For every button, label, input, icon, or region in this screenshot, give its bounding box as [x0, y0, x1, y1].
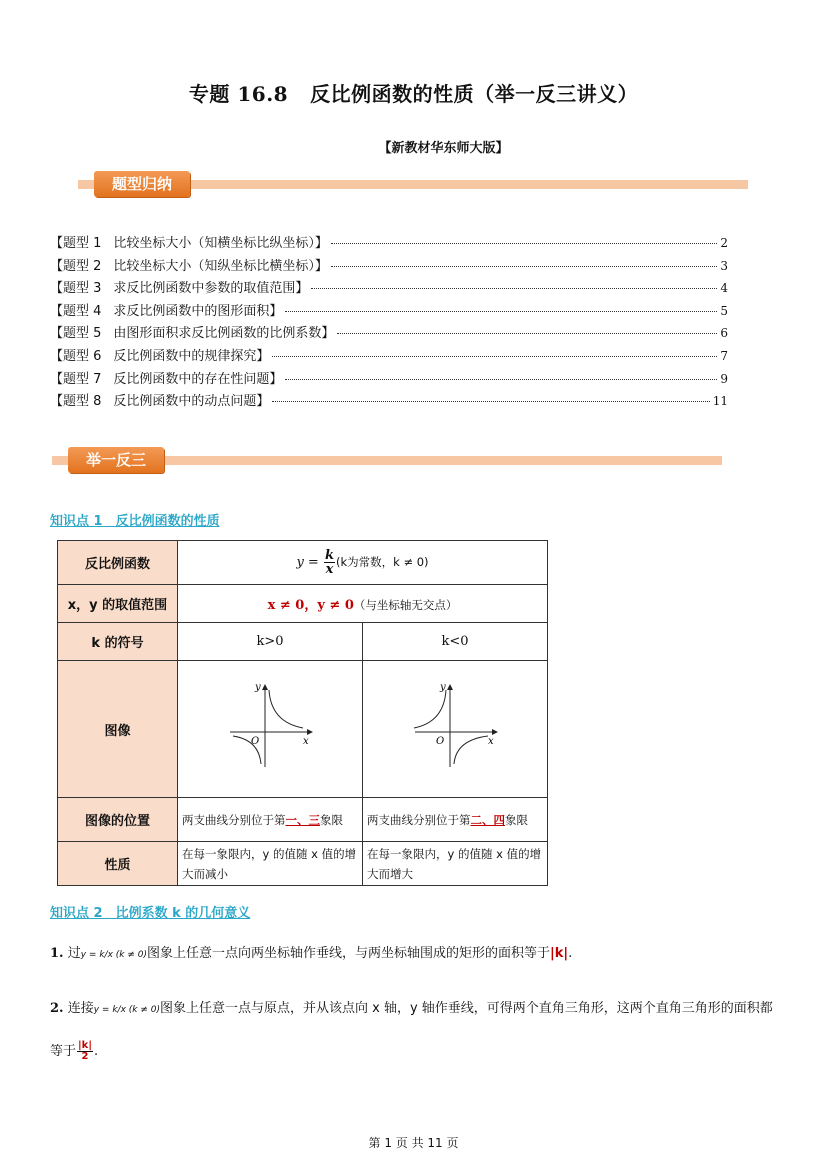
formula-x: x	[325, 562, 334, 577]
toc-leader-dots	[272, 356, 717, 357]
toc-page-number: 11	[712, 394, 728, 409]
p2-formula: y = k/x (k ≠ 0)	[93, 1005, 160, 1015]
toc-row[interactable]	[50, 255, 728, 278]
toc-title: 反比例函数中的存在性问题】	[113, 371, 283, 387]
p2-fraction	[77, 1041, 93, 1062]
property-negative: 在每一象限内，y 的值随 x 值的增大而增大	[363, 842, 548, 886]
sign-positive: k>0	[178, 623, 363, 661]
toc-page-number: 6	[720, 326, 728, 341]
toc-row[interactable]	[50, 368, 728, 391]
toc-number: 【题型 5	[50, 326, 102, 342]
section-tag-types: 题型归纳	[94, 171, 190, 197]
p2-number: 2.	[50, 1001, 64, 1016]
formula-note: (k为常数，k ≠ 0)	[335, 555, 429, 569]
row-sign	[58, 623, 548, 661]
toc-title: 反比例函数中的规律探究】	[113, 348, 270, 364]
axis-label-y: y	[440, 682, 446, 693]
toc-page-number: 7	[720, 348, 728, 363]
graph-negative-cell	[363, 661, 548, 798]
toc-page-number: 4	[720, 281, 728, 296]
toc-title: 求反比例函数中的图形面积】	[113, 303, 283, 319]
p2-value-den: 2	[81, 1051, 89, 1062]
p1-post: 图象上任意一点向两坐标轴作垂线，与两坐标轴围成的矩形的面积等于	[146, 946, 550, 961]
toc-number: 【题型 3	[50, 281, 102, 297]
row-property	[58, 842, 548, 886]
toc-page-number: 2	[720, 236, 728, 250]
toc-row[interactable]	[50, 277, 728, 300]
graph-negative-k	[410, 682, 500, 772]
toc-number: 【题型 7	[50, 371, 102, 387]
page-footer: 第 1 页 共 11 页	[368, 1136, 459, 1150]
toc-page-number: 5	[720, 303, 728, 318]
axis-label-x: x	[488, 736, 494, 747]
toc-page-number: 9	[720, 371, 728, 386]
toc-title: 反比例函数中的动点问题】	[113, 394, 270, 410]
sign-negative: k<0	[363, 623, 548, 661]
knowledge-point-2-title: 知识点 2 比例系数 k 的几何意义	[50, 906, 251, 921]
toc-title: 比较坐标大小（知横坐标比纵坐标）】	[113, 236, 328, 251]
p2-pre: 连接	[67, 1001, 94, 1016]
toc-leader-dots	[285, 379, 717, 380]
property-positive: 在每一象限内，y 的值随 x 值的增大而减小	[178, 842, 363, 886]
toc-number: 【题型 2	[50, 258, 102, 274]
range-value: x ≠ 0，y ≠ 0	[267, 598, 354, 613]
toc-number: 【题型 1	[50, 236, 102, 251]
toc-row[interactable]	[50, 232, 728, 255]
toc-row[interactable]	[50, 322, 728, 345]
knowledge-point-1-title: 知识点 1 反比例函数的性质	[50, 514, 220, 529]
toc-row[interactable]	[50, 390, 728, 413]
origin-label: O	[251, 736, 260, 747]
p2-post: 图象上任意一点与原点，并从该点向 x 轴，y 轴作垂线，可得两个直角三角形，这两个直角三角形的面积都等于	[50, 1001, 773, 1059]
label-function: 反比例函数	[58, 541, 178, 585]
label-range: x，y 的取值范围	[58, 585, 178, 623]
toc-leader-dots	[331, 243, 717, 244]
row-function	[58, 541, 548, 585]
curve-quadrant-1	[269, 690, 303, 728]
position-neg-pre: 两支曲线分别位于第	[367, 812, 471, 827]
position-pos-pre: 两支曲线分别位于第	[182, 812, 286, 827]
curve-quadrant-4	[454, 736, 488, 764]
page-subtitle: 【新教材华东师大版】	[378, 141, 509, 156]
row-graph	[58, 661, 548, 798]
section-tag-examples: 举一反三	[68, 447, 164, 473]
toc-page-number: 3	[720, 258, 728, 273]
p1-pre: 过	[67, 946, 81, 961]
range-cell	[178, 585, 548, 623]
graph-positive-cell	[178, 661, 363, 798]
toc-leader-dots	[285, 311, 717, 312]
axis-label-x: x	[303, 736, 309, 747]
p1-formula: y = k/x (k ≠ 0)	[80, 950, 147, 960]
label-graph: 图像	[58, 661, 178, 798]
p1-number: 1.	[50, 946, 64, 961]
toc-number: 【题型 8	[50, 394, 102, 410]
toc-row[interactable]	[50, 345, 728, 368]
title-number: 专题 16.8	[188, 82, 289, 106]
position-pos-mark: 一、三	[285, 812, 320, 827]
table-of-contents	[50, 232, 728, 413]
p1-value: |k|	[550, 946, 569, 961]
position-neg-mark: 二、四	[470, 812, 505, 827]
toc-title: 求反比例函数中参数的取值范围】	[113, 281, 309, 297]
axis-label-y: y	[255, 682, 261, 693]
toc-leader-dots	[272, 401, 709, 402]
label-property: 性质	[58, 842, 178, 886]
position-positive	[178, 798, 363, 842]
p2-end: .	[93, 1044, 99, 1059]
toc-title: 由图形面积求反比例函数的比例系数】	[113, 326, 335, 342]
row-position	[58, 798, 548, 842]
p1-end: .	[568, 946, 573, 961]
function-formula	[178, 541, 548, 585]
position-pos-post: 象限	[320, 812, 343, 827]
title-text: 反比例函数的性质（举一反三讲义）	[310, 82, 639, 106]
toc-number: 【题型 4	[50, 303, 102, 319]
graph-positive-k	[225, 682, 315, 772]
paragraph-2	[50, 988, 780, 1073]
toc-number: 【题型 6	[50, 348, 102, 364]
row-range	[58, 585, 548, 623]
toc-row[interactable]	[50, 300, 728, 323]
toc-leader-dots	[331, 266, 717, 267]
origin-label: O	[436, 736, 445, 747]
toc-leader-dots	[311, 288, 717, 289]
paragraph-1	[50, 944, 780, 965]
range-note: （与坐标轴无交点）	[353, 598, 458, 612]
curve-quadrant-2	[414, 690, 446, 728]
formula-fraction	[324, 549, 335, 576]
position-negative	[363, 798, 548, 842]
label-sign: k 的符号	[58, 623, 178, 661]
label-position: 图像的位置	[58, 798, 178, 842]
page-title	[0, 78, 827, 107]
properties-table	[57, 540, 548, 886]
formula-k: k	[324, 548, 334, 563]
toc-leader-dots	[337, 333, 717, 334]
p2-value-num: |k|	[78, 1040, 92, 1051]
toc-title: 比较坐标大小（知纵坐标比横坐标）】	[113, 258, 328, 274]
position-neg-post: 象限	[505, 812, 528, 827]
formula-y: y =	[296, 555, 319, 570]
